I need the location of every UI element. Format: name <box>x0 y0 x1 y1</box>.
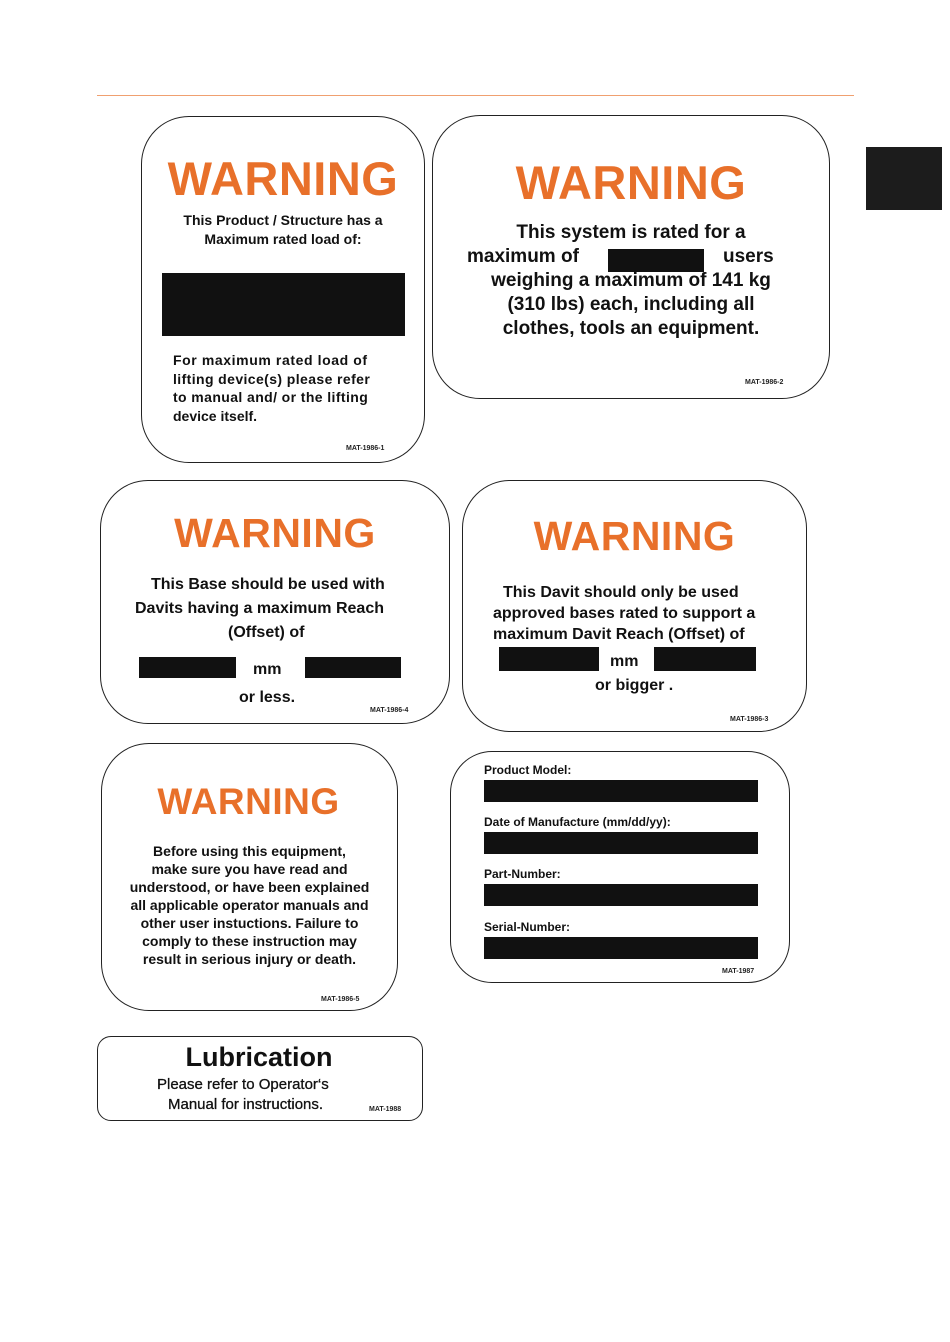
warning-heading: WARNING <box>533 513 736 559</box>
label-text: maximum of <box>467 246 579 267</box>
label-text: Manual for instructions. <box>168 1096 324 1113</box>
part-code: MAT-1987 <box>722 968 755 975</box>
label-text: clothes, tools an equipment. <box>502 318 760 339</box>
part-code: MAT-1986-1 <box>346 445 385 452</box>
header-rule <box>97 95 854 96</box>
warning-label-davit <box>462 480 807 732</box>
label-text: (Offset) of <box>228 624 305 641</box>
field-label: Product Model: <box>484 763 572 777</box>
redaction-block <box>499 647 599 671</box>
label-text: device itself. <box>173 408 258 424</box>
label-text: Please refer to Operator‘s <box>157 1076 329 1093</box>
section-tab <box>866 147 942 210</box>
warning-heading: WARNING <box>174 510 376 556</box>
part-code: MAT-1986-2 <box>745 379 784 386</box>
label-text: all applicable operator manuals and <box>130 897 369 913</box>
label-text: make sure you have read and <box>151 861 348 877</box>
warning-label-max-load <box>141 116 425 463</box>
label-text: Davits having a maximum Reach <box>135 600 384 617</box>
label-text: or less. <box>239 689 296 706</box>
label-text: This Product / Structure has a <box>183 212 383 228</box>
label-text: comply to these instruction may <box>142 933 357 949</box>
field-label: Serial-Number: <box>484 920 571 934</box>
label-title: Lubrication <box>185 1042 333 1072</box>
label-text: weighing a maximum of 141 kg <box>491 270 771 291</box>
redaction-block <box>484 937 758 959</box>
part-code: MAT-1986-5 <box>321 996 360 1003</box>
label-text: maximum Davit Reach (Offset) of <box>493 626 745 643</box>
field-label: Part-Number: <box>484 867 561 881</box>
field-label: Date of Manufacture (mm/dd/yy): <box>484 815 671 829</box>
lubrication-label <box>97 1036 423 1121</box>
unit-label: mm <box>253 661 282 678</box>
redaction-block <box>484 780 758 802</box>
label-text: to manual and/ or the lifting <box>173 389 369 405</box>
redaction-block <box>484 884 758 906</box>
label-text: (310 lbs) each, including all <box>507 294 755 315</box>
redaction-block <box>608 249 704 272</box>
label-text: approved bases rated to support a <box>493 605 756 622</box>
warning-heading: WARNING <box>167 152 399 205</box>
label-text: users <box>723 246 774 267</box>
label-text: Before using this equipment, <box>153 843 346 859</box>
redaction-block <box>162 273 405 336</box>
redaction-block <box>139 657 236 678</box>
label-text: This Base should be used with <box>151 576 385 593</box>
redaction-block <box>305 657 401 678</box>
warning-label-user-rating <box>432 115 830 399</box>
warning-label-read-manual <box>101 743 398 1011</box>
part-code: MAT-1986-3 <box>730 716 769 723</box>
label-text: For maximum rated load of <box>173 352 368 368</box>
warning-label-base <box>100 480 450 724</box>
part-code: MAT-1986-4 <box>370 707 409 714</box>
warning-heading: WARNING <box>515 156 747 209</box>
label-text: lifting device(s) please refer <box>173 371 371 387</box>
part-code: MAT-1988 <box>369 1106 402 1113</box>
label-text: This Davit should only be used <box>503 584 739 601</box>
label-text: other user instuctions. Failure to <box>140 915 359 931</box>
label-text: understood, or have been explained <box>129 879 370 895</box>
warning-heading: WARNING <box>157 781 340 822</box>
redaction-block <box>654 647 756 671</box>
label-text: Maximum rated load of: <box>204 231 362 247</box>
label-text: or bigger . <box>595 677 674 694</box>
label-text: This system is rated for a <box>516 222 746 243</box>
label-text: result in serious injury or death. <box>142 951 357 967</box>
product-info-label <box>450 751 790 983</box>
unit-label: mm <box>610 653 639 670</box>
redaction-block <box>484 832 758 854</box>
